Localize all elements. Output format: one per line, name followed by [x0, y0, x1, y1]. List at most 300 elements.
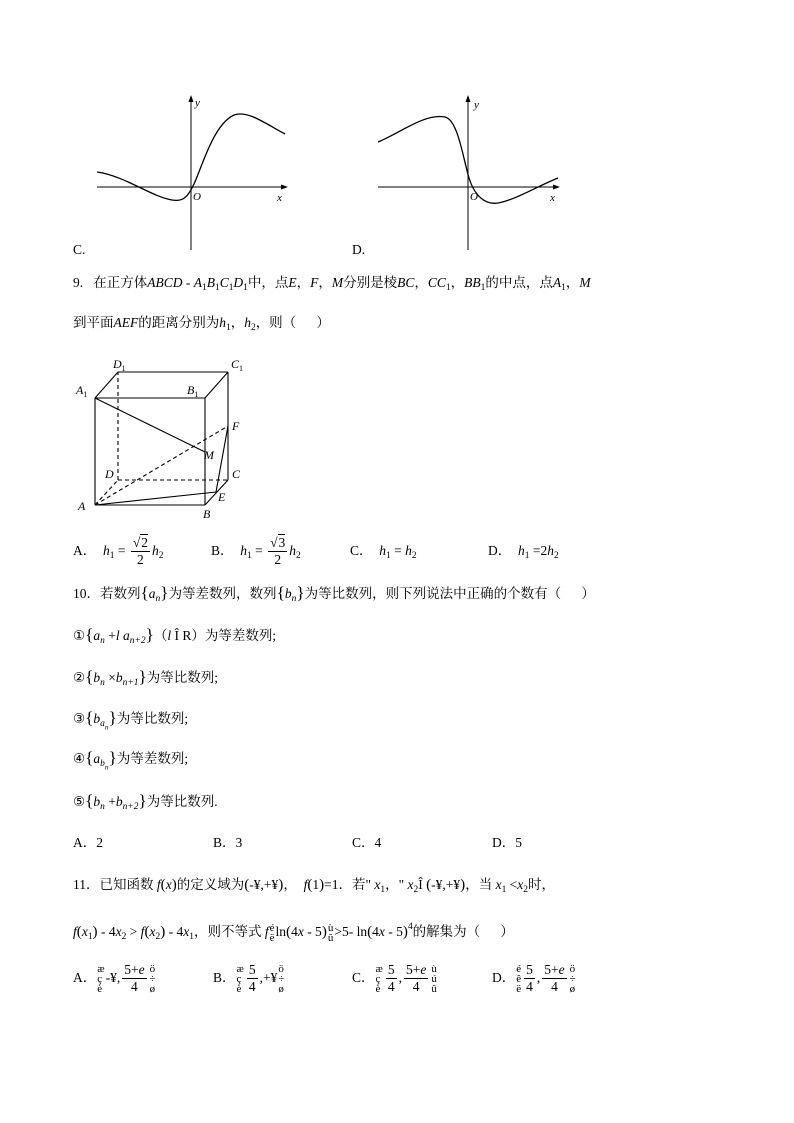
q10-option-c: C．4: [352, 835, 382, 850]
math-it: x: [495, 877, 502, 892]
math-it: x: [81, 924, 88, 940]
math-it: D: [233, 275, 244, 290]
math-sup: 4: [407, 922, 413, 932]
math-it: h: [244, 315, 251, 330]
math-subit: n: [100, 677, 105, 688]
math-it: BC: [397, 275, 415, 290]
fraction: [122, 963, 146, 994]
text-run: 分别是棱: [343, 275, 398, 290]
label-subscript: 1: [194, 390, 199, 399]
label-subscript: 1: [239, 364, 244, 373]
label-letter: A: [76, 383, 84, 397]
math-brace: }: [160, 583, 169, 602]
text-run: A．: [73, 970, 97, 985]
math-it: x: [374, 877, 381, 892]
math-it: b: [93, 711, 101, 726]
text-run: ④: [73, 751, 86, 766]
text-run: 中，点: [247, 275, 289, 290]
math-it: B: [206, 275, 215, 290]
math-sub: 2: [411, 550, 417, 561]
math-it: A: [552, 275, 562, 290]
bracket-glyph: è: [97, 982, 103, 995]
math-paren: (: [244, 877, 250, 893]
text-run: 为等比数列;: [146, 670, 218, 685]
math-it: x: [183, 924, 190, 940]
numerator: [386, 963, 397, 979]
math-subit: a: [100, 718, 105, 729]
text-run: - 5: [303, 924, 322, 940]
text-run: >: [126, 924, 141, 940]
math-paren: ): [278, 877, 284, 893]
text-run: 4: [291, 924, 298, 940]
text-run: -¥,+¥: [431, 877, 461, 892]
bracket-glyph: ú: [431, 972, 437, 985]
text-run: C．: [352, 970, 375, 985]
text-run: B．: [211, 543, 241, 558]
q11-stem-line-2: [73, 913, 514, 944]
math-brace: {: [85, 748, 94, 767]
math-it: x: [378, 924, 385, 940]
bracket-glyph: ÷: [278, 972, 285, 985]
text-run: ln: [275, 924, 287, 940]
math-brace: {: [85, 625, 94, 644]
math-it: b: [93, 670, 101, 685]
math-brace: }: [138, 791, 147, 810]
math-brace: {: [85, 708, 94, 727]
edge-b1c1: [205, 372, 228, 398]
text-run: -¥,: [105, 970, 121, 985]
math-sub: 1: [202, 282, 207, 293]
q11-option-c: [352, 962, 438, 994]
math-sub: 1: [480, 282, 486, 293]
math-sub: 1: [228, 282, 234, 293]
label-letter: B: [187, 383, 195, 397]
denominator: [122, 979, 146, 994]
q10-option-b: B．3: [213, 835, 243, 850]
bracket-glyph: ø: [569, 982, 576, 995]
text-run: ，则不等式: [193, 924, 265, 940]
math-brace: }: [108, 708, 117, 727]
text-run: -¥,+¥: [249, 877, 279, 892]
bracket-glyph: ÷: [149, 972, 156, 985]
text-run: <: [506, 877, 518, 892]
label-subscript: 1: [83, 390, 88, 399]
math-sub: 2: [553, 550, 559, 561]
math-it: F: [310, 275, 319, 290]
q9-option-a: [73, 536, 163, 566]
math-it: M: [331, 275, 344, 290]
math-brace: }: [108, 748, 117, 767]
x-axis-arrow: [553, 185, 560, 190]
math-sub: 1: [214, 282, 220, 293]
q10-statement-2: [73, 663, 218, 691]
math-subit: n: [291, 593, 297, 604]
bracket-glyph-stack: [431, 964, 437, 994]
text-run: ,+¥: [259, 970, 278, 985]
text-run: - 4: [165, 924, 184, 940]
bracket-glyph: æ: [236, 962, 244, 975]
text-run: 为等比数列;: [116, 711, 189, 726]
math-sub: 1: [380, 884, 386, 895]
edge-ad-hidden: [95, 480, 118, 505]
q9-stem-line-2: [73, 309, 330, 337]
text-run: =2: [529, 543, 548, 558]
bracket-glyph: ø: [149, 982, 156, 995]
numerator: [247, 963, 258, 979]
text-run: 为等差数列，数列: [168, 586, 277, 601]
label-b1: [187, 383, 198, 399]
origin-label: O: [193, 191, 201, 203]
text-run: 到平面: [73, 315, 114, 330]
math-it: x: [115, 924, 122, 940]
text-run: ③: [73, 711, 86, 726]
label-e: E: [218, 490, 226, 504]
bracket-glyph: ö: [278, 962, 284, 975]
bracket-glyph-stack: [150, 964, 156, 994]
label-a1: [75, 383, 87, 399]
math-sub: 2: [158, 550, 164, 561]
math-brace: }: [145, 625, 154, 644]
x-axis-arrow: [281, 185, 288, 190]
q9-stem-line-1: [73, 269, 591, 297]
label-d1: [112, 357, 126, 373]
math-paren: ): [160, 924, 166, 941]
bracket-glyph: ù: [431, 962, 437, 975]
math-rad: 3: [278, 535, 286, 551]
text-run: C．: [350, 543, 380, 558]
math-it: C: [219, 275, 229, 290]
numerator: [131, 536, 150, 552]
text-run: ，: [283, 877, 304, 892]
q11-stem-line-1: [73, 871, 555, 899]
text-run: ，: [414, 275, 428, 290]
math-sub: 1: [501, 884, 507, 895]
math-it: f: [264, 924, 269, 940]
math-subit: n+1: [122, 677, 139, 688]
math-it: h: [219, 315, 226, 330]
q10-statement-4: [73, 744, 188, 772]
math-it: a: [93, 628, 101, 643]
text-run: （: [153, 628, 168, 643]
q10-statement-5: [73, 787, 218, 815]
bracket-glyph: ø: [278, 982, 284, 995]
bracket-glyph: ö: [149, 962, 156, 975]
bracket-glyph-stack: [97, 964, 104, 994]
fraction: [524, 963, 535, 994]
text-run: ⑤: [73, 794, 86, 809]
text-run: ，": [385, 877, 408, 892]
text-run: 4: [131, 979, 138, 995]
bracket-glyph-stack: [270, 923, 275, 943]
math-it: h: [240, 543, 248, 558]
text-run: =: [390, 543, 406, 558]
math-it: e: [558, 962, 565, 978]
text-run: 时，: [528, 877, 556, 892]
text-run: D．: [488, 543, 518, 558]
text-run: ，: [296, 275, 311, 290]
bracket-glyph: é: [516, 962, 522, 975]
math-it: ABCD: [147, 275, 183, 290]
fraction: [247, 963, 258, 994]
math-it: E: [288, 275, 297, 290]
math-it: x: [407, 877, 414, 892]
math-it: b: [115, 670, 123, 685]
math-sub: 1: [524, 550, 530, 561]
option-d-label: D.: [352, 242, 366, 257]
denominator: [131, 552, 150, 567]
math-it: x: [149, 924, 156, 940]
text-run: 4: [551, 979, 558, 995]
math-sub: 1: [226, 322, 231, 333]
text-run: 2: [274, 552, 282, 568]
math-sub: 1: [109, 550, 115, 561]
text-run: 4: [526, 979, 533, 995]
q11-option-d: [492, 962, 577, 994]
q9-option-b: [211, 536, 301, 566]
math-sub: 1: [87, 931, 93, 942]
denominator: [404, 979, 428, 994]
bracket-glyph: ç: [236, 972, 242, 985]
text-run: ①: [73, 628, 86, 643]
text-run: 的中点，点: [485, 275, 553, 290]
x-axis-label: x: [277, 192, 282, 204]
text-run: 1: [312, 877, 320, 892]
text-run: Î R: [171, 628, 192, 643]
label-m: M: [204, 448, 214, 462]
math-sub: 2: [413, 884, 419, 895]
math-it: l: [167, 628, 172, 643]
fraction: [542, 963, 566, 994]
math-it: a: [148, 586, 156, 601]
math-paren: ): [321, 924, 327, 941]
math-paren: (: [367, 924, 373, 941]
fraction: [131, 536, 150, 567]
bracket-glyph: é: [269, 921, 275, 934]
math-sub: 2: [296, 550, 301, 561]
math-paren: ): [319, 877, 325, 893]
text-run: 4: [248, 979, 256, 995]
text-run: ②: [73, 670, 86, 685]
text-run: 4: [412, 979, 420, 995]
math-it: x: [517, 877, 524, 892]
label-letter: C: [231, 357, 240, 371]
text-run: =1．若": [324, 877, 375, 892]
label-a: A: [78, 499, 86, 513]
text-run: ，当: [465, 877, 496, 892]
numerator: [524, 963, 535, 979]
label-c: C: [232, 467, 241, 481]
fraction: [404, 963, 428, 994]
text-run: - 4: [97, 924, 116, 940]
bracket-glyph-stack: [328, 923, 334, 943]
bracket-glyph: ÷: [569, 972, 576, 985]
math-it: l: [115, 628, 120, 643]
text-run: ，: [450, 275, 465, 290]
denominator: [542, 979, 566, 994]
math-rad: 2: [141, 535, 149, 551]
y-axis-arrow: [189, 95, 194, 102]
text-run: ，: [565, 275, 580, 290]
bracket-glyph: è: [375, 982, 381, 995]
fraction: [268, 536, 287, 567]
math-paren: ): [171, 877, 177, 893]
text-run: 5: [248, 962, 256, 978]
q10-option-a: A．2: [73, 835, 103, 850]
bracket-glyph: û: [327, 931, 334, 944]
numerator: [268, 536, 287, 552]
bracket-glyph: ù: [327, 921, 334, 934]
text-run: 5+: [124, 962, 139, 978]
text-run: ,: [536, 970, 541, 985]
y-axis-label: y: [474, 99, 479, 111]
bracket-glyph: ê: [516, 972, 522, 985]
label-c1: [231, 357, 243, 373]
math-it: x: [165, 877, 172, 892]
math-it: b: [93, 794, 101, 809]
denominator: [524, 979, 535, 994]
text-run: 的解集为（ ）: [412, 924, 514, 940]
math-subit: n+2: [122, 801, 139, 812]
text-run: 4: [372, 924, 379, 940]
y-axis-arrow: [466, 95, 471, 102]
bracket-glyph-stack: [376, 964, 383, 994]
math-sub: 1: [561, 282, 566, 293]
text-run: 的定义域为: [176, 877, 245, 892]
math-it: CC: [427, 275, 446, 290]
label-d: D: [105, 467, 114, 481]
math-it: h: [405, 543, 412, 558]
label-f: F: [232, 419, 240, 433]
math-paren: (: [76, 924, 82, 941]
x-axis-label: x: [550, 192, 555, 204]
math-subsub: n: [104, 762, 109, 772]
q10-statement-3: [73, 704, 188, 732]
text-run: - 5: [384, 924, 403, 940]
text-run: √: [132, 535, 141, 551]
bracket-glyph: ë: [516, 982, 522, 995]
bracket-glyph: æ: [97, 962, 105, 975]
text-run: B．: [213, 970, 236, 985]
text-run: 9. 在正方体: [73, 275, 148, 290]
math-it: e: [420, 962, 427, 978]
q10-statement-1: [73, 621, 276, 649]
text-run: ，: [318, 275, 332, 290]
text-run: 11．已知函数: [73, 877, 157, 892]
bracket-glyph-stack: [570, 964, 576, 994]
math-it: e: [138, 962, 145, 978]
text-run: 10．若数列: [73, 586, 141, 601]
text-run: +: [104, 628, 116, 643]
q11-option-a: [73, 962, 157, 994]
math-it: b: [115, 794, 123, 809]
y-axis-label: y: [195, 97, 200, 109]
q9-option-c: [350, 536, 417, 566]
math-sub: 2: [121, 931, 127, 942]
graph-option-d: [372, 92, 566, 254]
math-subit: n: [100, 635, 105, 646]
option-c-label: C.: [73, 242, 86, 257]
math-subit: n+2: [129, 635, 146, 646]
math-paren: ): [402, 924, 408, 941]
text-run: Î: [418, 877, 427, 892]
q9-option-d: [488, 536, 559, 566]
text-run: √: [270, 535, 278, 551]
text-run: 5: [387, 962, 395, 978]
text-run: =: [114, 543, 129, 558]
math-subit: n: [155, 593, 161, 604]
math-brace: {: [85, 667, 94, 686]
denominator: [386, 979, 397, 994]
bracket-glyph: ç: [97, 972, 103, 985]
text-run: 2: [137, 552, 144, 568]
bracket-glyph: è: [236, 982, 242, 995]
q10-option-d: D．5: [492, 835, 522, 850]
bracket-glyph: ë: [269, 931, 275, 944]
math-it: b: [284, 586, 292, 601]
math-it: h: [518, 543, 525, 558]
math-it: f: [303, 877, 308, 892]
math-paren: (: [286, 924, 292, 941]
numerator: [122, 963, 146, 979]
math-it: f: [156, 877, 161, 892]
numerator: [542, 963, 566, 979]
text-run: D．: [492, 970, 516, 985]
math-it: BB: [464, 275, 481, 290]
denominator: [247, 979, 258, 994]
math-brace: }: [296, 583, 305, 602]
edge-d1a1: [95, 372, 118, 398]
math-it: a: [93, 751, 101, 766]
math-sub: 1: [445, 282, 451, 293]
text-run: ）为等差数列;: [191, 628, 277, 643]
segment-a1m: [95, 398, 205, 452]
math-sub: 2: [250, 322, 256, 333]
text-run: 的距离分别为: [138, 315, 220, 330]
math-brace: {: [276, 583, 285, 602]
math-it: h: [103, 543, 110, 558]
denominator: [268, 552, 287, 567]
bracket-glyph: ç: [375, 972, 381, 985]
label-subscript: 1: [121, 364, 126, 373]
math-it: AEF: [113, 315, 139, 330]
bracket-glyph: û: [431, 982, 437, 995]
q10-stem: [73, 579, 595, 607]
math-it: h: [379, 543, 387, 558]
bracket-glyph: æ: [375, 962, 383, 975]
text-run: 4: [387, 979, 395, 995]
math-brace: {: [140, 583, 149, 602]
bracket-glyph: ö: [569, 962, 576, 975]
math-it: f: [140, 924, 145, 940]
label-letter: D: [113, 357, 122, 371]
bracket-glyph-stack: [237, 964, 244, 994]
math-subit: b: [100, 758, 105, 769]
text-run: A．: [73, 543, 103, 558]
text-run: +: [104, 794, 116, 809]
math-paren: ): [460, 877, 466, 893]
cube-figure: [70, 352, 255, 524]
text-run: 为等差数列;: [116, 751, 189, 766]
math-subsub: n: [104, 722, 109, 732]
math-it: h: [289, 543, 297, 558]
text-run: 5+: [405, 962, 421, 978]
math-brace: {: [85, 791, 94, 810]
text-run: ，则（ ）: [255, 315, 330, 330]
graph-option-c: [88, 92, 294, 254]
math-it: h: [152, 543, 159, 558]
text-run: -: [182, 275, 194, 290]
numerator: [404, 963, 428, 979]
